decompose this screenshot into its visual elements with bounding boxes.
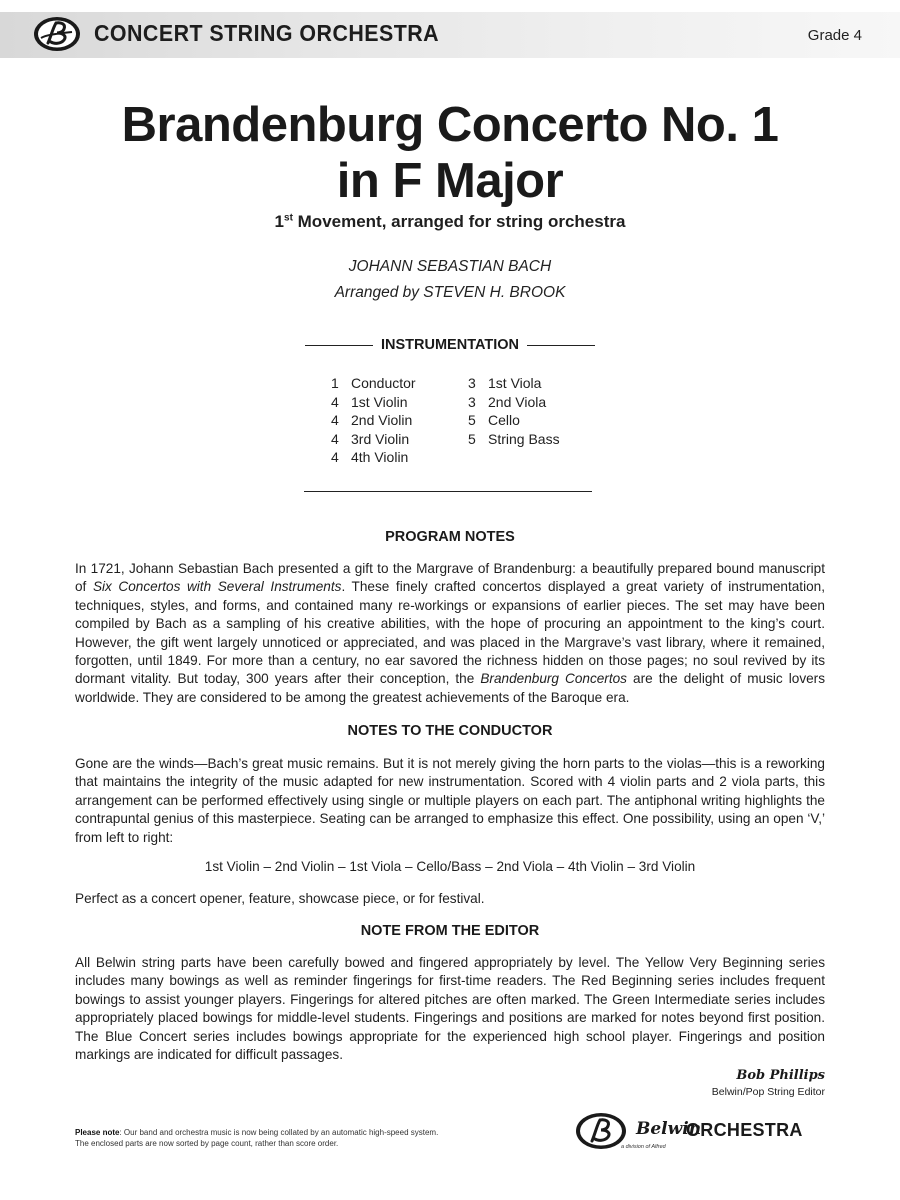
series-title: CONCERT STRING ORCHESTRA (94, 20, 440, 46)
collation-notice-label: Please note (75, 1128, 120, 1137)
instrumentation-bottom-rule (304, 491, 592, 492)
part-name: Conductor (351, 375, 416, 391)
part-quantity: 1 (331, 375, 339, 391)
heading-rule-right (527, 345, 595, 346)
instrumentation-list-left (331, 374, 416, 467)
belwin-division-text: a division of Alfred (621, 1144, 666, 1150)
instrumentation-item (468, 374, 560, 393)
piece-title-line-1: Brandenburg Concerto No. 1 (121, 98, 779, 152)
part-name: String Bass (488, 430, 560, 447)
grade-label: Grade 4 (807, 27, 862, 44)
part-name: 1st Violin (351, 393, 408, 410)
instrumentation-item (331, 448, 416, 467)
seating-arrangement-line: 1st Violin – 2nd Violin – 1st Viola – Cello/Bass – 2nd Viola – 4th Violin – 3rd Violin (204, 859, 696, 874)
part-quantity: 4 (331, 449, 339, 465)
conductor-closing-line: Perfect as a concert opener, feature, showcase piece, or for festival. (75, 891, 485, 906)
instrumentation-item (331, 374, 416, 393)
instrumentation-item (331, 430, 416, 449)
heading-rule-left (305, 345, 373, 346)
part-quantity: 4 (331, 412, 339, 428)
program-notes-heading: PROGRAM NOTES (385, 529, 515, 545)
program-notes-italic-title-1: Six Concertos with Several Instruments (92, 579, 342, 595)
instrumentation-list-right (468, 374, 560, 448)
collation-notice (75, 1127, 505, 1149)
belwin-wordmark: Belwin (636, 1119, 702, 1139)
composer-name: JOHANN SEBASTIAN BACH (348, 258, 552, 275)
part-name: 4th Violin (351, 449, 409, 465)
program-notes-text-3: are the delight of music lovers worldwide. They are considered to be among the greatest achievements of the Baroque era. (75, 671, 826, 705)
program-notes-text-1: In 1721, Johann Sebastian Bach presented a gift to the Margrave of Brandenburg: a beautifully prepared bound manuscript of (75, 561, 825, 595)
part-quantity: 3 (468, 375, 476, 391)
belwin-orchestra-logo (574, 1110, 829, 1156)
subtitle-ordinal-suffix: st (284, 212, 293, 224)
program-notes-italic-title-2: Brandenburg Concertos (480, 671, 627, 687)
instrumentation-item (468, 411, 560, 430)
instrumentation-item (331, 411, 416, 430)
part-quantity: 3 (468, 393, 476, 410)
piece-title-line-2: in F Major (336, 154, 564, 208)
subtitle-ordinal: 1 (274, 212, 285, 231)
collation-notice-line-1: : Our band and orchestra music is now being collated by an automatic high-speed system. (119, 1128, 439, 1137)
instrumentation-heading (305, 337, 595, 353)
part-quantity: 4 (331, 393, 339, 410)
arranger-credit: Arranged by STEVEN H. BROOK (334, 284, 566, 301)
part-quantity: 5 (468, 412, 476, 428)
part-name: 3rd Violin (351, 430, 410, 447)
belwin-orchestra-text: ORCHESTRA (686, 1120, 803, 1140)
editor-note-paragraph: All Belwin string parts have been carefully bowed and fingered appropriately by level. The Yellow Very Beginning series includes many bowings as well as reminder fingerings for first-time readers. The Red Beginning series includes frequent bowings to assist younger players. Fingerings for altered pitches are often marked. The Green Intermediate series includes appropriately placed bowings for middle-level students. Fingerings and positions are marked for notes beyond first position. The Blue Concert series includes bowings appropriate for the experienced high school player. Fingerings and position markings are indicated for difficult passages. (75, 955, 825, 1063)
editor-role: Belwin/Pop String Editor (711, 1086, 825, 1098)
movement-subtitle (0, 212, 900, 232)
editor-signature: Bob Phillips (736, 1068, 825, 1083)
instrumentation-item (331, 393, 416, 412)
part-name: 2nd Viola (488, 393, 547, 410)
part-name: Cello (488, 412, 520, 428)
editor-note-heading: NOTE FROM THE EDITOR (360, 923, 540, 939)
conductor-notes-paragraph: Gone are the winds—Bach’s great music remains. But it is not merely giving the horn parts to the violas—this is a reworking that maintains the integrity of the music adapted for new instrumentation. Scored with 4 violin parts and 2 viola parts, this arrangement can be performed effectively using single or multiple players on each part. The antiphonal writing highlights the contrapuntal genius of this masterpiece. Seating can be arranged to emphasize this effect. One possibility, using an open ‘V,’ from left to right: (75, 756, 825, 845)
instrumentation-item (468, 430, 560, 449)
program-notes-paragraph (75, 560, 825, 707)
instrumentation-item (468, 393, 560, 412)
instrumentation-heading-text: INSTRUMENTATION (381, 337, 520, 353)
part-quantity: 4 (331, 430, 339, 447)
part-quantity: 5 (468, 430, 476, 447)
subtitle-text: Movement, arranged for string orchestra (292, 212, 626, 231)
part-name: 1st Viola (488, 375, 542, 391)
collation-notice-line-2: The enclosed parts are now sorted by page count, rather than score order. (75, 1139, 339, 1148)
program-notes-text-2: . These finely crafted concertos displayed a great variety of instrumentation, techniques, styles, and forms, and contained many re-workings or expansions of earlier pieces. The set may have been compiled by Bach as a sampling of his creative abilities, with the hope of procuring an appointment to the king’s court. However, the gift went largely unnoticed or appreciated, and was placed in the Margrave’s vast library, where it remained, forgotten, until 1849. For more than a century, no ear savored the richness hidden on those pages; no soul revived by its dormant vitality. But today, 300 years after their conception, the (75, 579, 825, 687)
belwin-b-logo-icon (32, 14, 82, 54)
conductor-notes-heading: NOTES TO THE CONDUCTOR (347, 723, 553, 739)
part-name: 2nd Violin (351, 412, 413, 428)
